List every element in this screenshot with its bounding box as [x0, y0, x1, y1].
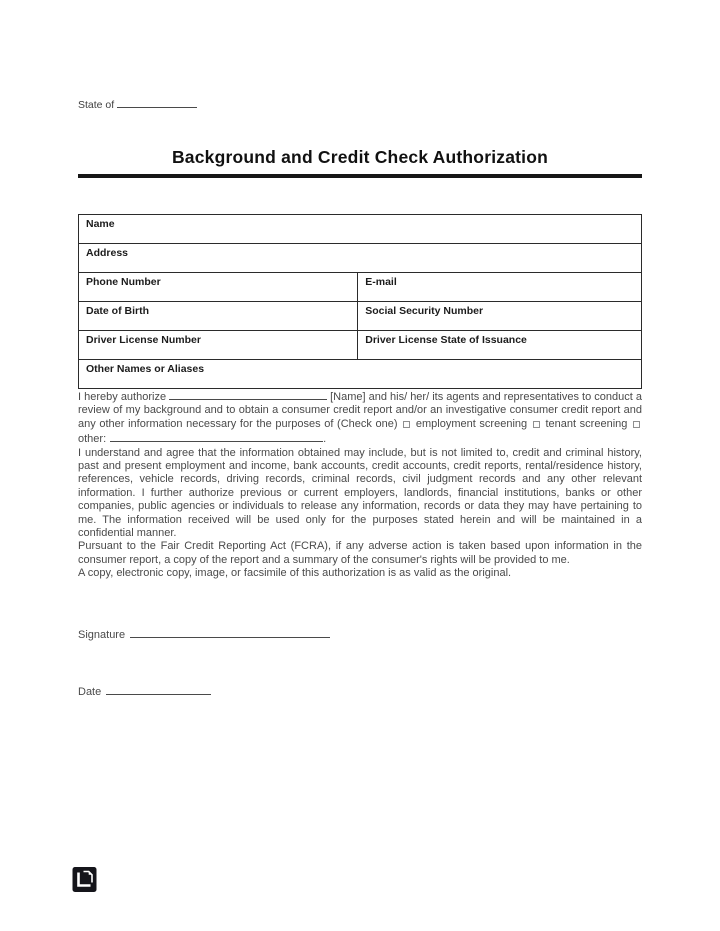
table-row-address	[79, 244, 642, 273]
date-row	[78, 684, 642, 698]
legaltemplates-logo-icon	[72, 866, 97, 893]
option-tenant-label: tenant screening	[545, 417, 628, 430]
authorize-name-blank	[169, 389, 327, 400]
authorize-lead-text: I hereby authorize	[78, 391, 167, 403]
checkbox-other-icon	[633, 421, 640, 428]
dob-field-cell: Date of Birth	[79, 302, 358, 331]
copy-validity-paragraph: A copy, electronic copy, image, or facsimile of this authorization is as valid as the original.	[78, 567, 512, 580]
table-row-aliases	[79, 360, 642, 389]
email-field-cell: E-mail	[358, 273, 642, 302]
applicant-info-table	[78, 214, 642, 389]
fcra-paragraph: Pursuant to the Fair Credit Reporting Act (FCRA), if any adverse action is taken based upon information in the consumer report, a copy of the report and a summary of the consumer's rights will be provided to me.	[78, 540, 642, 566]
checkbox-employment-icon	[403, 421, 410, 428]
signature-label: Signature	[78, 628, 126, 641]
other-purpose-blank	[110, 431, 323, 442]
table-row-name	[79, 215, 642, 244]
license-state-field-cell: Driver License State of Issuance	[358, 331, 642, 360]
title-rule	[78, 174, 642, 178]
aliases-field-cell: Other Names or Aliases	[79, 360, 642, 389]
authorization-paragraph	[78, 389, 642, 447]
state-of-line	[78, 97, 642, 111]
table-row-dob-ssn	[79, 302, 642, 331]
name-field-cell: Name	[79, 215, 642, 244]
legaltemplates-logo	[72, 866, 97, 893]
phone-field-cell: Phone Number	[79, 273, 358, 302]
table-row-license	[79, 331, 642, 360]
document-title: Background and Credit Check Authorization	[171, 147, 549, 167]
signature-blank-line	[130, 627, 330, 638]
understanding-paragraph: I understand and agree that the information obtained may include, but is not limited to, credit and criminal history, past and present employment and income, bank accounts, credit accounts, credit reports, rental/residence history, references, vehicle records, driving records, criminal records, civil judgment records and any other relevant information. I further authorize previous or current employers, landlords, financial institutions, banks or other companies, public agencies or individuals to release any information, records or data they may have pertaining to me. The information received will be used only for the purposes stated herein and will be maintained in a confidential manner.	[78, 446, 642, 540]
address-field-cell: Address	[79, 244, 642, 273]
signature-row	[78, 627, 642, 641]
option-other-label: other:	[78, 433, 107, 446]
license-number-field-cell: Driver License Number	[79, 331, 358, 360]
document-content	[78, 0, 642, 698]
option-employment-label: employment screening	[415, 417, 528, 430]
ssn-field-cell: Social Security Number	[358, 302, 642, 331]
state-of-label: State of	[78, 99, 115, 111]
authorize-body-text: [Name] and his/ her/ its agents and representatives to conduct a review of my background and to obtain a consumer credit report and/or an investigative consumer credit report and any other information necessary for the purposes of (Check one)	[78, 391, 642, 430]
authorize-end-period: .	[323, 433, 327, 446]
checkbox-tenant-icon	[533, 421, 540, 428]
table-row-phone-email	[79, 273, 642, 302]
date-label: Date	[78, 685, 102, 698]
state-blank-line	[117, 97, 197, 108]
date-blank-line	[106, 684, 211, 695]
